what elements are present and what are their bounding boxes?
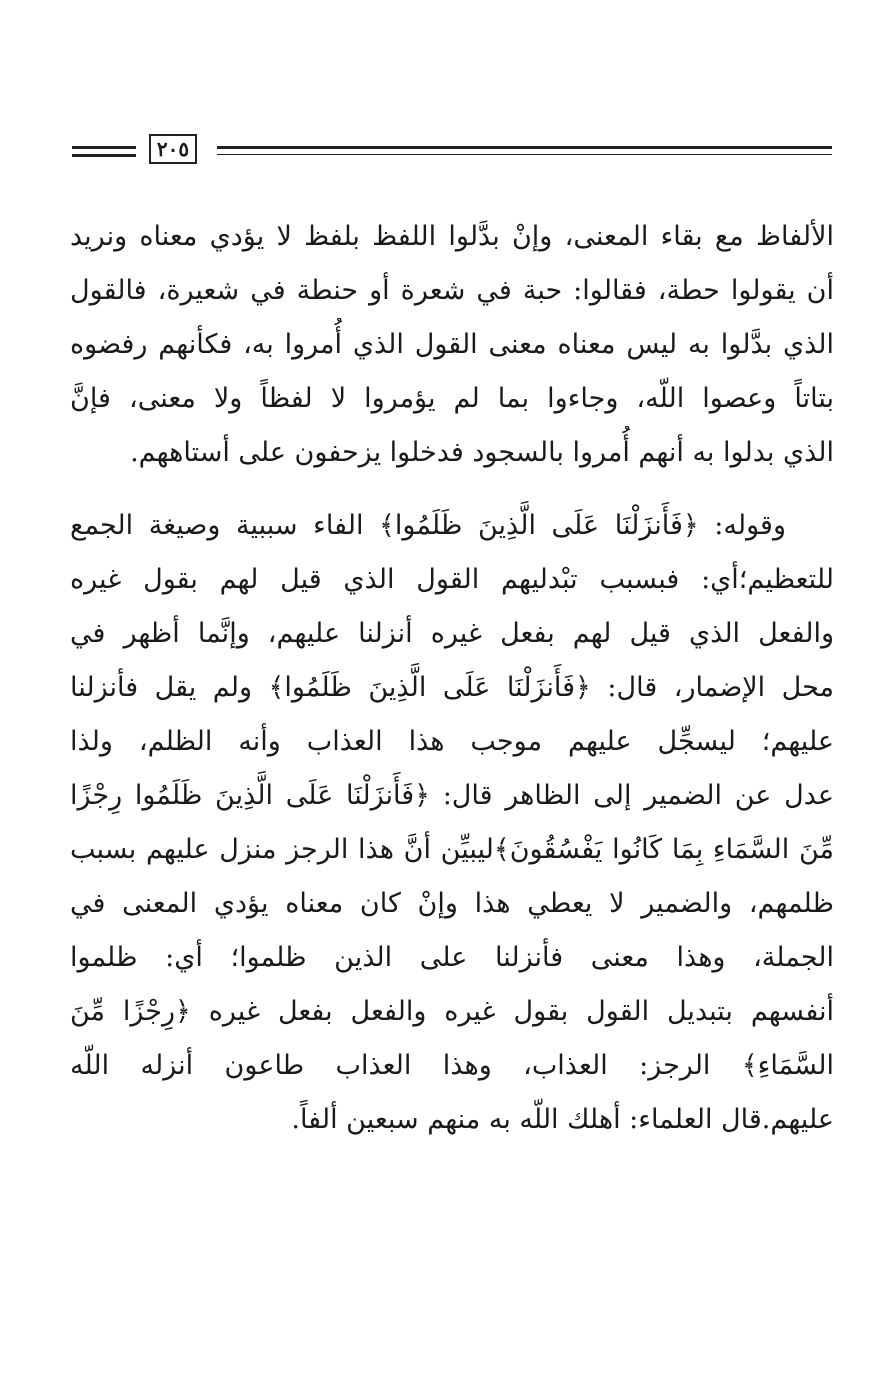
header-rule-left-top [72,146,136,149]
paragraph-1 [70,210,834,480]
text-line: الجملة، وهذا معنى فأنزلنا على الذين ظلموا؛ أي: ظلموا [70,942,834,973]
text-line: الذي بدَّلوا به ليس معناه معنى القول الذي أُمروا به، فكأنهم رفضوه [70,329,834,360]
header-rule-right-thin [217,154,832,155]
body-text [70,210,834,1147]
text-line: عليهم.قال العلماء: أهلك اللّه به منهم سبعين ألفاً. [291,1104,834,1135]
text-line: محل الإضمار، قال: ﴿فَأَنزَلْنَا عَلَى الَّذِينَ ظَلَمُوا﴾ ولم يقل فأنزلنا [70,672,834,703]
text-line: والفعل الذي قيل لهم بفعل غيره أنزلنا عليهم، وإنَّما أظهر في [70,618,834,649]
text-line: مِّنَ السَّمَاءِ بِمَا كَانُوا يَفْسُقُونَ﴾ليبيِّن أنَّ هذا الرجز منزل عليهم بسبب [70,834,834,865]
text-line: أنفسهم بتبديل القول بقول غيره والفعل بفعل غيره ﴿رِجْزًا مِّنَ [70,996,834,1027]
header-rule-left-bottom [72,154,136,157]
text-line: ظلمهم، والضمير لا يعطي هذا وإنْ كان معناه يؤدي المعنى في [70,888,834,919]
text-line: عدل عن الضمير إلى الظاهر قال: ﴿فَأَنزَلْنَا عَلَى الَّذِينَ ظَلَمُوا رِجْزًا [70,780,834,811]
text-line: للتعظيم؛أي: فبسبب تبْدليهم القول الذي قيل لهم بقول غيره [70,564,834,595]
text-line: الذي بدلوا به أنهم أُمروا بالسجود فدخلوا يزحفون على أستاههم. [130,437,834,468]
page-number: ٢٠٥ [149,134,197,164]
header-rule-right-thick [217,146,832,149]
paragraph-2 [70,499,834,1147]
text-line: أن يقولوا حطة، فقالوا: حبة في شعرة أو حنطة في شعيرة، فالقول [70,275,834,306]
text-line: السَّمَاءِ﴾ الرجز: العذاب، وهذا العذاب طاعون أنزله اللّه [70,1050,834,1081]
page-header [72,132,832,172]
text-line: الألفاظ مع بقاء المعنى، وإنْ بدَّلوا اللفظ بلفظ لا يؤدي معناه ونريد [70,221,834,252]
text-line: بتاتاً وعصوا اللّه، وجاءوا بما لم يؤمروا لا لفظاً ولا معنى، فإنَّ [70,383,834,414]
text-line: وقوله: ﴿فَأَنزَلْنَا عَلَى الَّذِينَ ظَلَمُوا﴾ الفاء سببية وصيغة الجمع [70,510,786,541]
text-line: عليهم؛ ليسجِّل عليهم موجب هذا العذاب وأنه الظلم، ولذا [70,726,834,757]
